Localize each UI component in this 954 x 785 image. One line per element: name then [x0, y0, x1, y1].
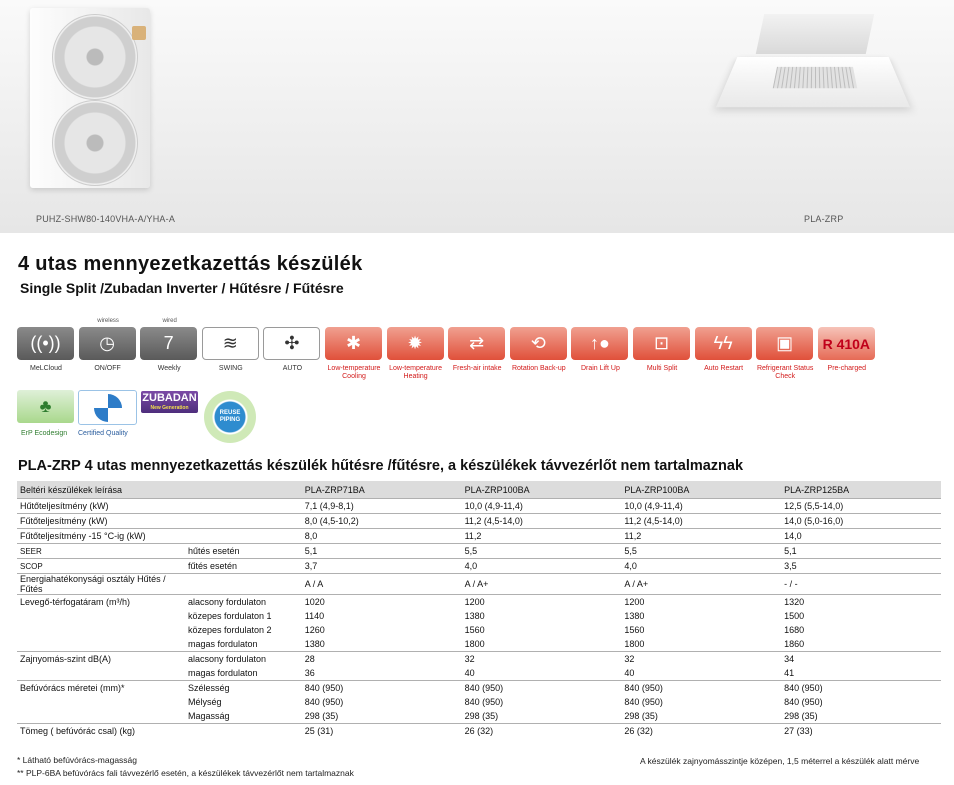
table-cell: 36 — [304, 668, 315, 678]
table-row — [17, 574, 941, 595]
row-label — [17, 637, 185, 652]
lightning-icon: ϟϟ — [695, 327, 752, 360]
table-cell: 840 (950) — [781, 681, 941, 696]
table-cell: 1200 — [462, 595, 622, 610]
feature-label: AUTO — [282, 365, 303, 372]
row-label: SCOP — [17, 559, 185, 574]
row-label: Tömeg ( befúvórác csal) (kg) — [17, 724, 185, 739]
wifi-signal-icon: ((•)) — [17, 327, 74, 360]
table-header — [17, 481, 941, 499]
table-cell: 5,1 — [302, 544, 462, 559]
table-cell: 5,5 — [462, 544, 622, 559]
table-cell: 5,5 — [621, 544, 781, 559]
feature-label: Multi Split — [646, 365, 678, 372]
table-cell: 12,5 (5,5-14,0) — [781, 499, 941, 514]
footnote-1: * Látható befúvórács-magasság — [17, 755, 138, 765]
table-cell: 840 (950) — [304, 697, 344, 707]
r410a-icon: R 410A — [818, 327, 875, 360]
table-cell: 298 (35) — [784, 711, 818, 721]
table-cell: 298 (35) — [464, 711, 499, 721]
table-cell: 1140 — [304, 611, 325, 621]
row-sublabel: hűtés esetén — [185, 544, 302, 559]
fan-grille-icon — [52, 14, 138, 100]
reuse-piping-icon — [204, 391, 256, 443]
table-row — [17, 609, 941, 623]
table-row — [17, 681, 941, 696]
weekly-timer-icon: 7 — [140, 327, 197, 360]
table-cell: 40 — [464, 668, 475, 678]
table-cell: 32 — [621, 652, 781, 667]
table-cell: 11,2 — [621, 529, 781, 544]
reuse-label: REUSE PIPING — [219, 410, 241, 423]
row-sublabel — [185, 724, 302, 739]
outdoor-unit-image — [30, 8, 150, 188]
table-row — [17, 637, 941, 652]
table-cell: 40 — [624, 668, 635, 678]
table-cell: 7,1 (4,9-8,1) — [302, 499, 462, 514]
table-cell: 840 (950) — [464, 697, 504, 707]
fan-grille-icon — [52, 100, 138, 186]
feature-label: Low-temperature Heating — [389, 365, 443, 380]
row-sublabel: alacsony fordulaton — [185, 595, 302, 610]
quality-icon — [78, 390, 137, 425]
row-label — [17, 609, 185, 623]
table-row — [17, 724, 941, 739]
row-label: Energiahatékonysági osztály Hűtés / Fűtés — [17, 574, 185, 595]
brand-logo-icon — [132, 26, 146, 40]
table-cell: 41 — [784, 668, 795, 678]
table-cell: 298 (35) — [624, 711, 658, 721]
table-cell: 840 (950) — [624, 697, 663, 707]
header-model: PLA-ZRP125BA — [784, 484, 850, 495]
header-model: PLA-ZRP100BA — [464, 484, 530, 495]
row-sublabel — [185, 499, 302, 514]
feature-label: Low-temperature Cooling — [327, 365, 381, 380]
table-cell: 34 — [781, 652, 941, 667]
feature-label: ON/OFF — [94, 365, 121, 372]
header-model: PLA-ZRP100BA — [624, 484, 690, 495]
table-cell: A / A+ — [462, 574, 622, 595]
table-cell: 1200 — [621, 595, 781, 610]
table-cell: 1260 — [304, 625, 325, 635]
table-cell: A / A — [302, 574, 462, 595]
row-label: Hűtőteljesítmény (kW) — [17, 499, 185, 514]
footnote-2: ** PLP-6BA befúvórács fali távvezérlő esetén, a készülékek távvezérlőt nem tartalmaznak — [17, 768, 354, 778]
feature-label: Auto Restart — [704, 365, 744, 372]
row-label — [17, 623, 185, 637]
feature-label: SWING — [218, 365, 243, 372]
table-cell: 840 (950) — [621, 681, 781, 696]
table-cell: 1560 — [624, 625, 645, 635]
row-label: Zajnyomás-szint dB(A) — [17, 652, 185, 667]
row-label — [17, 695, 185, 709]
row-sublabel: magas fordulaton — [188, 639, 258, 649]
row-sublabel: fűtés esetén — [185, 559, 302, 574]
indoor-cassette-image — [720, 14, 910, 124]
row-label — [17, 666, 185, 681]
zubadan-badge — [141, 391, 198, 413]
feature-label: Drain Lift Up — [580, 365, 620, 372]
table-cell: 10,0 (4,9-11,4) — [621, 499, 781, 514]
row-label — [17, 709, 185, 724]
spec-table — [17, 481, 941, 738]
swing-louver-icon: ≋ — [202, 327, 259, 360]
feature-label: MeLCloud — [30, 365, 62, 372]
row-sublabel: Magasság — [188, 711, 230, 721]
row-label: Levegő-térfogatáram (m³/h) — [17, 595, 185, 610]
header-description: Beltéri készülékek leírása — [20, 484, 123, 495]
row-sublabel: közepes fordulaton 1 — [188, 611, 272, 621]
table-row — [17, 529, 941, 544]
table-row — [17, 499, 941, 514]
table-cell: 1500 — [784, 611, 805, 621]
quality-label: Certified Quality — [78, 430, 128, 437]
feature-top-label: wired — [162, 318, 177, 324]
table-cell: - / - — [781, 574, 941, 595]
table-cell: 1320 — [781, 595, 941, 610]
row-sublabel: magas fordulaton — [188, 668, 258, 678]
row-label: Befúvórács méretei (mm)* — [17, 681, 185, 696]
feature-label: Weekly — [157, 365, 181, 372]
zubadan-label: ZUBADAN — [142, 392, 197, 404]
table-cell: 5,1 — [781, 544, 941, 559]
clock-icon: ◷ — [79, 327, 136, 360]
table-cell: 10,0 (4,9-11,4) — [462, 499, 622, 514]
reuse-piping-badge — [204, 391, 256, 443]
fan-icon: ✣ — [263, 327, 320, 360]
feature-label: Pre-charged — [827, 365, 867, 372]
table-cell: 1380 — [464, 611, 485, 621]
table-cell: 298 (35) — [304, 711, 339, 721]
table-row — [17, 666, 941, 681]
row-label: Fűtőteljesítmény -15 °C-ig (kW) — [17, 529, 185, 544]
erp-label: ErP Ecodesign — [21, 430, 68, 437]
table-cell: 11,2 (4,5-14,0) — [621, 514, 781, 529]
header-model: PLA-ZRP71BA — [304, 484, 365, 495]
row-sublabel — [185, 529, 302, 544]
table-cell: 840 (950) — [462, 681, 622, 696]
feature-label: Refrigerant Status Check — [756, 365, 814, 380]
page-subtitle: Single Split /Zubadan Inverter / Hűtésre / Fűtésre — [20, 280, 344, 296]
table-cell: 3,7 — [302, 559, 462, 574]
feature-top-label: wireless — [97, 318, 119, 324]
table-cell: 1020 — [302, 595, 462, 610]
table-cell: 840 (950) — [302, 681, 462, 696]
table-cell: 25 (31) — [302, 724, 462, 739]
table-row — [17, 559, 941, 574]
table-row — [17, 623, 941, 637]
page-title: 4 utas mennyezetkazettás készülék — [18, 253, 363, 275]
table-cell: 26 (32) — [462, 724, 622, 739]
zubadan-sub: New Generation — [150, 405, 189, 411]
table-cell: 3,5 — [781, 559, 941, 574]
table-cell: 1800 — [464, 639, 485, 649]
erp-badge — [17, 390, 74, 437]
table-cell: 14,0 — [781, 529, 941, 544]
table-cell: 11,2 (4,5-14,0) — [462, 514, 622, 529]
table-row — [17, 595, 941, 610]
footnote-3: A készülék zajnyomásszintje középen, 1,5 méterrel a készülék alatt mérve — [640, 756, 920, 766]
rotation-icon: ⟲ — [510, 327, 567, 360]
row-sublabel: alacsony fordulaton — [185, 652, 302, 667]
refrigerant-icon: ▣ — [756, 327, 813, 360]
row-sublabel: közepes fordulaton 2 — [188, 625, 272, 635]
table-cell: 1380 — [624, 611, 645, 621]
table-cell: 8,0 — [302, 529, 462, 544]
table-cell: 4,0 — [462, 559, 622, 574]
table-row — [17, 544, 941, 559]
table-cell: 1680 — [784, 625, 805, 635]
table-title: PLA-ZRP 4 utas mennyezetkazettás készülék hűtésre /fűtésre, a készülékek távvezérlőt nem tartalmaznak — [18, 458, 744, 474]
table-cell: 840 (950) — [784, 697, 823, 707]
table-cell: 4,0 — [621, 559, 781, 574]
table-cell: 28 — [302, 652, 462, 667]
table-cell: 1860 — [784, 639, 805, 649]
sun-icon: ✹ — [387, 327, 444, 360]
table-cell: 26 (32) — [621, 724, 781, 739]
table-cell: 27 (33) — [781, 724, 941, 739]
table-cell: 8,0 (4,5-10,2) — [302, 514, 462, 529]
quality-badge — [78, 390, 137, 437]
row-sublabel — [185, 514, 302, 529]
table-cell: 1560 — [464, 625, 485, 635]
table-cell: 11,2 — [462, 529, 622, 544]
multi-split-icon: ⊡ — [633, 327, 690, 360]
table-row — [17, 514, 941, 529]
tree-icon: ♣ — [17, 390, 74, 423]
product-photo-area — [0, 0, 954, 233]
row-sublabel: Szélesség — [185, 681, 302, 696]
row-label: Fűtőteljesítmény (kW) — [17, 514, 185, 529]
table-cell: 1800 — [624, 639, 645, 649]
table-row — [17, 652, 941, 667]
row-label: SEER — [17, 544, 185, 559]
table-row — [17, 695, 941, 709]
feature-label: Fresh-air intake — [452, 365, 502, 372]
row-sublabel: Mélység — [188, 697, 222, 707]
table-row — [17, 709, 941, 724]
table-cell: A / A+ — [621, 574, 781, 595]
arrows-icon: ⇄ — [448, 327, 505, 360]
indoor-caption: PLA-ZRP — [804, 214, 844, 224]
row-sublabel — [185, 574, 302, 595]
table-cell: 1380 — [304, 639, 325, 649]
outdoor-caption: PUHZ-SHW80-140VHA-A/YHA-A — [36, 214, 176, 224]
drain-icon: ↑● — [571, 327, 628, 360]
feature-label: Rotation Back-up — [511, 365, 566, 372]
table-cell: 14,0 (5,0-16,0) — [781, 514, 941, 529]
snowflake-icon: ✱ — [325, 327, 382, 360]
table-cell: 32 — [462, 652, 622, 667]
